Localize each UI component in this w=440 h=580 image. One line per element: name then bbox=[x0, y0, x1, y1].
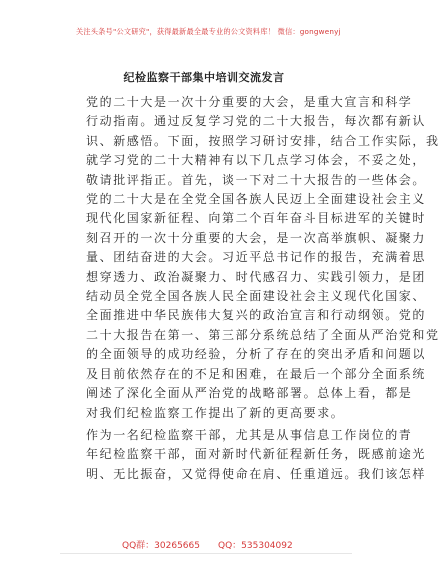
qq-number: QQ：535304092 bbox=[218, 541, 293, 551]
text-line: 及目前依然存在的不足和困难，在最后一个部分全面系统 bbox=[86, 366, 427, 381]
text-line: 阐述了深化全面从严治党的战略部署。总体上看，都是 bbox=[86, 386, 413, 401]
text-line: 作为一名纪检监察干部，尤其是从事信息工作岗位的青 bbox=[86, 427, 413, 442]
paragraph-1 bbox=[62, 93, 440, 423]
header-banner: 关注头条号"公文研究"，获得最新最全最专业的公文资料库！ 微信：gongwenyj bbox=[76, 27, 341, 36]
text-line: 就学习党的二十大精神有以下几点学习体会，不妥之处， bbox=[86, 153, 427, 168]
document-body bbox=[62, 93, 440, 484]
text-line: 党的二十大是一次十分重要的大会，是重大宣言和科学 bbox=[86, 95, 413, 109]
text-line: 量、团结奋进的大会。习近平总书记作的报告，充满着思 bbox=[86, 250, 427, 265]
text-line: 结动员全党全国各族人民全面建设社会主义现代化国家、 bbox=[86, 289, 427, 304]
text-line: 党的二十大是在全党全国各族人民迈上全面建设社会主义 bbox=[86, 192, 427, 207]
text-line: 全面推进中华民族伟大复兴的政治宣言和行动纲领。党的 bbox=[86, 308, 427, 323]
document-title: 纪检监察干部集中培训交流发言 bbox=[123, 71, 285, 84]
text-line: 二十大报告在第一、第三部分系统总结了全面从严治党和党 bbox=[86, 327, 440, 342]
text-line: 刻召开的一次十分重要的大会，是一次高举旗帜、凝聚力 bbox=[86, 230, 427, 245]
text-line: 的全面领导的成功经验，分析了存在的突出矛盾和问题以 bbox=[86, 347, 427, 362]
text-line: 明、无比振奋，又觉得使命在肩、任重道远。我们该怎样 bbox=[86, 466, 427, 481]
text-line: 行动指南。通过反复学习党的二十大报告，每次都有新认 bbox=[86, 114, 427, 129]
footer-divider bbox=[60, 553, 352, 554]
qq-group-number: QQ群：30265665 bbox=[122, 541, 200, 551]
text-line: 想穿透力、政治凝聚力、时代感召力、实践引领力，是团 bbox=[86, 269, 427, 284]
text-line: 年纪检监察干部，面对新时代新征程新任务，既感前途光 bbox=[86, 447, 427, 462]
text-line: 识、新感悟。下面，按照学习研讨安排，结合工作实际，我 bbox=[86, 133, 440, 148]
paragraph-2 bbox=[62, 426, 427, 484]
text-line: 对我们纪检监察工作提出了新的更高要求。 bbox=[86, 405, 345, 420]
text-line: 现代化国家新征程、向第二个百年奋斗目标进军的关键时 bbox=[86, 211, 427, 226]
text-line: 敬请批评指正。首先，谈一下对二十大报告的一些体会。 bbox=[86, 172, 427, 187]
